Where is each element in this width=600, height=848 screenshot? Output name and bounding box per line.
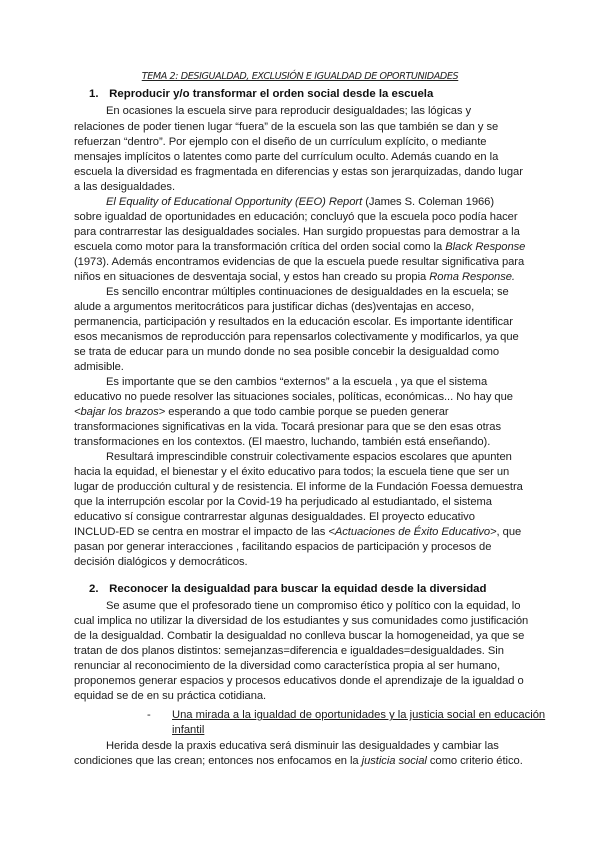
- paragraph-line: pasan por generar interacciones , facilitando espacios de participación y procesos de: [74, 541, 492, 553]
- paragraph-line: decisión dialógicos y democráticos.: [74, 556, 248, 568]
- paragraph-line: refuerzan “dentro”. Por ejemplo con el diseño de un currículum explícito, o mediante: [74, 136, 487, 148]
- paragraph-line: Herida desde la praxis educativa será disminuir las desigualdades y cambiar las: [106, 740, 499, 752]
- paragraph-line: tratan de dos planos distintos: semejanzas=diferencia e igualdades=desigualdades. Sin: [74, 645, 504, 657]
- paragraph-line: transformaciones significativas en la vida. Tocará presionar para que se den esas otras: [74, 421, 502, 433]
- document-title: TEMA 2: DESIGUALDAD, EXCLUSIÓN E IGUALDAD DE OPORTUNIDADES: [141, 71, 459, 82]
- paragraph-line: escuela la diversidad es fragmentada en diferencias y estas son jerarquizadas, dando lugar: [74, 166, 523, 178]
- text-run: como criterio ético.: [426, 755, 523, 767]
- paragraph-line: transformaciones en los contextos. (El maestro, luchando, también está enseñando).: [74, 436, 491, 448]
- paragraph-line: admisible.: [74, 361, 124, 373]
- paragraph-line: [106, 195, 494, 209]
- subsection-title-line: infantil: [172, 724, 205, 736]
- paragraph-line: [74, 270, 515, 284]
- paragraph-line: equidad se de en su práctica cotidiana.: [74, 690, 267, 702]
- paragraph-line: educativo sí consigue contrarrestar algunas desigualdades. El proyecto educativo: [74, 511, 475, 523]
- text-run: condiciones que las crean; entonces nos enfocamos en la: [74, 755, 362, 767]
- paragraph-line: sobre igualdad de oportunidades en educación; concluyó que la escuela poco podía hacer: [74, 211, 518, 223]
- section-1-heading: [89, 88, 433, 100]
- paragraph-line: proponemos generar espacios y procesos educativos donde el aprendizaje de la igualdad o: [74, 675, 524, 687]
- paragraph-line: a las desigualdades.: [74, 181, 176, 193]
- paragraph-line: (1973). Además encontramos evidencias de que la escuela puede resultar significativa para: [74, 256, 525, 268]
- paragraph-line: Es importante que se den cambios “externos” a la escuela , ya que el sistema: [106, 376, 488, 388]
- subsection-title-line: Una mirada a la igualdad de oportunidades y la justicia social en educación: [172, 709, 546, 721]
- paragraph-line: lugar de producción cultural y de resistencia. El informe de la Fundación Foessa demuestra: [74, 481, 523, 493]
- text-run: esperando a que todo cambie porque se pueden generar: [165, 406, 449, 418]
- paragraph-line: [74, 240, 525, 254]
- paragraph-line: hacia la equidad, el bienestar y el éxito educativo para todos; la escuela tiene que ser un: [74, 466, 510, 478]
- paragraph-line: educativo no puede resolver las situaciones sociales, políticas, económicas... No hay que: [74, 391, 513, 403]
- paragraph-line: que la interrupción escolar por la Covid-19 ha perjudicado al estudiantado, el sistema: [74, 496, 492, 508]
- text-run: escuela como motor para la transformación crítica del orden social como la: [74, 241, 446, 253]
- italic-text: Black Response: [445, 241, 526, 253]
- text-run: INCLUD-ED se centra en mostrar el impacto de las: [74, 526, 329, 538]
- italic-text: <bajar los brazos>: [74, 406, 166, 418]
- paragraph-line: relaciones de poder tienen lugar “fuera” de la escuela son las que también se dan y se: [74, 121, 499, 133]
- italic-text: El Equality of Educational Opportunity (EEO) Report: [106, 196, 363, 208]
- paragraph-line: esos mecanismos de reproducción para repensarlos colectivamente y modificarlos, ya que: [74, 331, 519, 343]
- paragraph-line: permanencia, participación y resultados en la educación escolar. Es importante identificar: [74, 316, 513, 328]
- paragraph-line: renunciar al reconocimiento de la diversidad como característica propia al ser humano,: [74, 660, 501, 672]
- paragraph-line: alude a argumentos meritocráticos para justificar dichas (des)ventajas en acceso,: [74, 301, 475, 313]
- paragraph-line: Resultará imprescindible construir colectivamente espacios escolares que apunten: [106, 451, 512, 463]
- section-number: 1.: [89, 88, 99, 100]
- paragraph-line: [74, 525, 521, 539]
- paragraph-line: Se asume que el profesorado tiene un compromiso ético y político con la equidad, lo: [106, 600, 521, 612]
- paragraph-line: para contrarrestar las desigualdades sociales. Han surgido propuestas para demostrar a la: [74, 226, 520, 238]
- paragraph-line: de la desigualdad. Combatir la desigualdad no conlleva buscar la homogeneidad, ya que se: [74, 630, 525, 642]
- bullet-dash: -: [147, 709, 151, 721]
- italic-text: justicia social: [361, 755, 427, 767]
- section-number: 2.: [89, 583, 99, 595]
- section-title: Reproducir y/o transformar el orden social desde la escuela: [109, 88, 434, 100]
- paragraph-line: [74, 405, 449, 419]
- paragraph-line: se trata de educar para un mundo donde no sea posible concebir la desigualdad como: [74, 346, 500, 358]
- italic-text: <Actuaciones de Éxito Educativo>: [328, 526, 497, 538]
- paragraph-line: cual implica no utilizar la diversidad de los estudiantes y sus comunidades como justificación: [74, 615, 529, 627]
- section-2-heading: [89, 583, 486, 595]
- italic-text: Roma Response.: [429, 271, 515, 283]
- paragraph-line: Es sencillo encontrar múltiples continuaciones de desigualdades en la escuela; se: [106, 286, 509, 298]
- text-run: (James S. Coleman 1966): [362, 196, 495, 208]
- text-run: niños en situaciones de desventaja social, y estos han creado su propia: [74, 271, 430, 283]
- paragraph-line: mensajes implícitos o latentes como parte del currículum oculto. Además cuando en la: [74, 151, 499, 163]
- paragraph-line: [74, 754, 523, 768]
- section-title: Reconocer la desigualdad para buscar la equidad desde la diversidad: [109, 583, 487, 595]
- text-run: , que: [496, 526, 522, 538]
- paragraph-line: En ocasiones la escuela sirve para reproducir desigualdades; las lógicas y: [106, 105, 472, 117]
